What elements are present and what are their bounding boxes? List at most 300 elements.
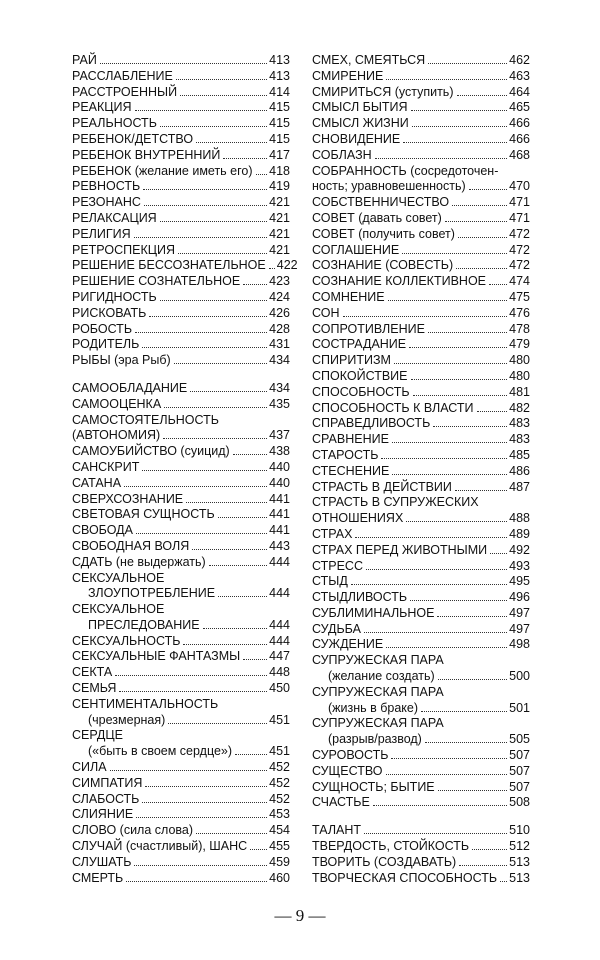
index-column-left [72,53,298,886]
dot-leader [490,553,507,554]
index-entry [312,448,530,464]
index-entry-term-first-line: САМОСТОЯТЕЛЬНОСТЬ [72,412,219,427]
index-entry [72,665,290,681]
index-entry-page: 464 [509,84,530,99]
index-entry-page: 496 [509,590,530,605]
dot-leader [392,442,507,443]
index-entry [72,195,290,211]
index-entry [72,807,290,823]
index-entry-page: 498 [509,637,530,652]
dot-leader [456,268,507,269]
index-entry-term: (желание создать) [328,669,435,684]
index-entry-term-first-line: СУПРУЖЕСКАЯ ПАРА [312,653,444,668]
index-entry-page: 444 [269,586,290,601]
index-entry-term: РЕШЕНИЕ СОЗНАТЕЛЬНОЕ [72,274,241,289]
index-entry [72,823,290,839]
index-entry [312,195,530,211]
index-entry [312,527,530,543]
index-entry [72,116,290,132]
index-entry-page: 486 [509,463,530,478]
index-entry-term: СМЫСЛ ЖИЗНИ [312,116,409,131]
index-entry-term: СЛОВО (сила слова) [72,823,194,838]
index-entry-term: СИЛА [72,760,107,775]
dot-leader [190,391,267,392]
index-entry-term: РЕБЕНОК ВНУТРЕННИЙ [72,147,221,162]
index-entry [312,780,530,796]
index-entry-page: 421 [269,210,290,225]
dot-leader [243,659,267,660]
index-entry-term: СЛУШАТЬ [72,854,132,869]
index-entry-term: РЕЛАКСАЦИЯ [72,210,157,225]
index-entry-term: СОВЕТ (давать совет) [312,210,442,225]
index-entry [72,53,290,69]
index-entry [312,685,530,717]
dot-leader [160,126,267,127]
index-entry [312,211,530,227]
index-entry-page: 471 [509,195,530,210]
index-entry-term: СЕКСУАЛЬНОСТЬ [72,633,181,648]
dot-leader [256,174,268,175]
dot-leader [457,95,508,96]
index-entry [72,227,290,243]
index-entry [312,543,530,559]
dot-leader [269,268,275,269]
index-entry [312,871,530,887]
index-entry-page: 441 [269,491,290,506]
index-entry-term: РАЙ [72,53,97,67]
index-entry [72,728,290,760]
dot-leader [410,600,507,601]
dot-leader [136,817,267,818]
dot-leader [428,332,507,333]
index-entry [312,69,530,85]
dot-leader [163,438,267,439]
index-entry-term: («быть в своем сердце») [88,744,233,759]
index-entry-term: РИСКОВАТЬ [72,305,147,320]
index-entry-term: РАССТРОЕННЫЙ [72,84,178,99]
index-entry-term: СТАРОСТЬ [312,447,379,462]
index-entry [72,164,290,180]
index-entry-term: СЕКСУАЛЬНЫЕ ФАНТАЗМЫ [72,649,241,664]
index-entry-page: 444 [269,633,290,648]
index-entry [312,464,530,480]
index-entry [72,681,290,697]
index-entry [312,823,530,839]
dot-leader [143,189,267,190]
index-entry-page: 475 [509,289,530,304]
index-entry-page: 415 [269,131,290,146]
index-entry-term: (АВТОНОМИЯ) [72,428,161,443]
dot-leader [402,253,507,254]
dot-leader [386,79,507,80]
index-entry-term: СОЗНАНИЕ (СОВЕСТЬ) [312,258,454,273]
index-entry-page: 438 [269,444,290,459]
index-entry-term: САТАНА [72,475,122,490]
index-entry-term-first-line: СЕРДЦЕ [72,728,123,743]
index-entry-term: СРАВНЕНИЕ [312,432,389,447]
index-entry-page: 480 [509,353,530,368]
index-entry-term: РЕТРОСПЕКЦИЯ [72,242,175,257]
dot-leader [421,711,507,712]
dot-leader [100,63,267,64]
index-entry-term: СОГЛАШЕНИЕ [312,242,400,257]
dot-leader [149,316,267,317]
dot-leader [409,347,507,348]
index-entry [72,539,290,555]
index-entry-page: 455 [269,839,290,854]
dot-leader [144,205,267,206]
index-entry-term-first-line: СЕКСУАЛЬНОЕ [72,570,165,585]
index-entry-page: 495 [509,574,530,589]
dot-leader [458,237,507,238]
dot-leader [411,379,508,380]
index-entry [72,476,290,492]
index-entry-page: 440 [269,475,290,490]
dot-leader [135,332,267,333]
index-entry-page: 434 [269,353,290,368]
index-entry-term-first-line: СЕКСУАЛЬНОЕ [72,602,165,617]
dot-leader [428,63,507,64]
index-entry [72,507,290,523]
index-entry-term: РЕЛИГИЯ [72,226,131,241]
dot-leader [413,395,508,396]
index-entry [312,590,530,606]
index-entry-page: 471 [509,210,530,225]
index-entry [72,555,290,571]
index-entry-term: СМИРИТЬСЯ (уступить) [312,84,454,99]
index-entry-term: СВОБОДА [72,523,133,538]
index-entry-page: 500 [509,669,530,684]
index-entry-term: РЕБЕНОК (желание иметь его) [72,163,253,178]
index-entry-term: РЕБЕНОК/ДЕТСТВО [72,131,194,146]
index-entry [72,274,290,290]
index-entry-term: РОБОСТЬ [72,321,133,336]
index-entry [312,243,530,259]
index-entry-page: 424 [269,289,290,304]
index-entry-term: СОБСТВЕННИЧЕСТВО [312,195,450,210]
index-entry-term: ТВЕРДОСТЬ, СТОЙКОСТЬ [312,839,470,854]
dot-leader [218,517,267,518]
page-number: — 9 — [274,906,326,925]
index-entry-page: 492 [509,542,530,557]
index-entry [72,69,290,85]
index-entry-term-first-line: СЕНТИМЕНТАЛЬНОСТЬ [72,696,219,711]
dot-leader [178,253,267,254]
dot-leader [472,849,507,850]
index-entry-page: 463 [509,68,530,83]
index-entry [312,480,530,496]
index-entry-term: (разрыв/развод) [328,732,422,747]
index-entry [312,353,530,369]
index-entry-page: 419 [269,179,290,194]
dot-leader [388,300,508,301]
index-entry [312,53,530,69]
index-entry-term: СПИРИТИЗМ [312,353,391,368]
index-entry-page: 452 [269,760,290,775]
index-entry [72,871,290,887]
dot-leader [386,647,507,648]
index-entry-term: СПОСОБНОСТЬ [312,384,410,399]
index-entry-term: СУЩНОСТЬ; БЫТИЕ [312,779,435,794]
index-entry-page: 507 [509,748,530,763]
dot-leader [145,786,267,787]
index-entry-term: РЫБЫ (эра Рыб) [72,353,171,368]
dot-leader [459,865,507,866]
dot-leader [477,411,508,412]
index-entry [312,369,530,385]
index-entry-term: САНСКРИТ [72,459,140,474]
index-entry-page: 472 [509,258,530,273]
dot-leader [425,742,507,743]
dot-leader [186,502,267,503]
dot-leader [445,221,507,222]
index-entry-term: СТРАХ ПЕРЕД ЖИВОТНЫМИ [312,542,488,557]
index-entry-page: 513 [509,870,530,885]
index-entry-term: (жизнь в браке) [328,700,419,715]
index-entry-page: 483 [509,432,530,447]
index-entry-term: СОН [312,305,340,320]
index-entry [72,211,290,227]
dot-leader [381,458,507,459]
index-entry-page: 414 [269,84,290,99]
index-entry-page: 443 [269,538,290,553]
index-entry [72,792,290,808]
index-entry-term: САМООБЛАДАНИЕ [72,380,188,395]
index-entry-page: 497 [509,605,530,620]
index-entry-term: СОВЕТ (получить совет) [312,226,455,241]
index-entry-page: 447 [269,649,290,664]
index-entry-term-first-line: СОБРАННОСТЬ (сосредоточен- [312,163,499,178]
index-entry-page: 431 [269,337,290,352]
index-entry-term: СТЫДЛИВОСТЬ [312,590,408,605]
dot-leader [136,533,267,534]
index-entry-page: 485 [509,447,530,462]
index-entry-page: 459 [269,854,290,869]
dot-leader [343,316,508,317]
index-entry [312,839,530,855]
index-entry-page: 479 [509,337,530,352]
index-entry-term: ЗЛОУПОТРЕБЛЕНИЕ [88,586,216,601]
dot-leader [176,79,267,80]
index-entry-term: РЕАКЦИЯ [72,100,132,115]
index-entry-page: 444 [269,554,290,569]
index-entry-page: 510 [509,823,530,838]
index-entry-page: 468 [509,147,530,162]
dot-leader [386,774,508,775]
index-entry [312,716,530,748]
index-entry [72,397,290,413]
dot-leader [142,347,267,348]
dot-leader [196,142,267,143]
index-entry-term: СУРОВОСТЬ [312,748,389,763]
index-entry-term: СМИРЕНИЕ [312,68,384,83]
index-entry-page: 435 [269,396,290,411]
index-entry-term: СЛИЯНИЕ [72,807,134,822]
index-entry [72,85,290,101]
index-entry-term: СУЖДЕНИЕ [312,637,384,652]
index-entry-page: 462 [509,53,530,67]
dot-leader [196,833,267,834]
index-entry-term: СВОБОДНАЯ ВОЛЯ [72,538,190,553]
index-entry [312,132,530,148]
index-entry-term: СВЕТОВАЯ СУЩНОСТЬ [72,507,215,522]
index-entry-page: 421 [269,242,290,257]
dot-leader [142,470,267,471]
index-entry [312,227,530,243]
index-entry-page: 422 [276,258,298,273]
dot-leader [209,565,267,566]
index-entry-term: СОСТРАДАНИЕ [312,337,407,352]
index-entry-term: ТВОРИТЬ (СОЗДАВАТЬ) [312,854,457,869]
index-entry [72,492,290,508]
dot-leader [203,628,268,629]
index-entry [72,776,290,792]
dot-leader [411,110,508,111]
index-entry-term: СТЕСНЕНИЕ [312,463,390,478]
index-entry [72,353,290,369]
index-entry-page: 480 [509,368,530,383]
index-entry-page: 466 [509,131,530,146]
index-entry-page: 418 [269,163,290,178]
index-entry-term: ПРЕСЛЕДОВАНИЕ [88,617,200,632]
index-entry [72,413,290,445]
dot-leader [183,644,267,645]
dot-leader [469,189,508,190]
index-entry-term: СОПРОТИВЛЕНИЕ [312,321,425,336]
dot-leader [134,237,267,238]
index-entry-term-first-line: СУПРУЖЕСКАЯ ПАРА [312,716,444,731]
index-entry-page: 421 [269,195,290,210]
index-entry [72,697,290,729]
index-entry [312,795,530,811]
index-entry-page: 448 [269,665,290,680]
dot-leader [192,549,267,550]
index-entry [312,401,530,417]
index-entry-term: СУБЛИМИНАЛЬНОЕ [312,605,435,620]
dot-leader [124,486,267,487]
dot-leader [500,881,507,882]
index-entry-term: СНОВИДЕНИЕ [312,131,401,146]
index-entry [72,132,290,148]
index-entry [72,381,290,397]
index-entry-term: РАССЛАБЛЕНИЕ [72,68,173,83]
index-entry [72,571,290,603]
dot-leader [180,95,267,96]
index-entry [312,290,530,306]
dot-leader [250,849,267,850]
index-column-right [312,53,530,886]
dot-leader [403,142,507,143]
index-entry-term: СИМПАТИЯ [72,775,143,790]
index-entry-term: СМЫСЛ БЫТИЯ [312,100,408,115]
index-entry [72,100,290,116]
index-entry-page: 451 [269,712,290,727]
index-entry [312,148,530,164]
index-entry-term: РЕАЛЬНОСТЬ [72,116,157,131]
index-entry [72,634,290,650]
dot-leader [489,284,507,285]
index-entry [72,602,290,634]
index-entry-page: 460 [269,870,290,885]
index-entry-page: 437 [269,428,290,443]
index-entry-term: СПРАВЕДЛИВОСТЬ [312,416,431,431]
index-entry-page: 483 [509,416,530,431]
index-entry [312,116,530,132]
index-entry [312,322,530,338]
index-entry-term-first-line: СУПРУЖЕСКАЯ ПАРА [312,684,444,699]
index-entry [312,574,530,590]
index-entry [312,637,530,653]
index-entry-page: 441 [269,507,290,522]
index-entry-page: 413 [269,68,290,83]
index-entry-term: СВЕРХСОЗНАНИЕ [72,491,184,506]
index-entry [72,243,290,259]
index-entry [312,855,530,871]
dot-leader [438,679,507,680]
index-entry-page: 450 [269,681,290,696]
index-entry-term: СОЗНАНИЕ КОЛЛЕКТИВНОЕ [312,274,487,289]
index-entry-term: СЕКТА [72,665,113,680]
dot-leader [135,110,268,111]
dot-leader [366,569,507,570]
index-entry-page: 472 [509,226,530,241]
index-entry-term: (чрезмерная) [88,712,166,727]
index-entry-page: 428 [269,321,290,336]
index-entry-term: РЕЗОНАНС [72,195,141,210]
index-entry [72,460,290,476]
index-entry-term: СЛАБОСТЬ [72,791,140,806]
index-entry-term: РЕШЕНИЕ БЕССОЗНАТЕЛЬНОЕ [72,258,266,273]
index-entry-page: 487 [509,479,530,494]
index-entry-page: 505 [509,732,530,747]
dot-leader [364,632,507,633]
index-entry [72,258,298,274]
dot-leader [164,407,267,408]
index-entry [72,148,290,164]
index-entry-page: 497 [509,621,530,636]
index-entry-page: 441 [269,523,290,538]
index-entry [312,416,530,432]
dot-leader [438,790,507,791]
dot-leader [115,675,267,676]
index-entry [312,274,530,290]
index-entry-term: САМООЦЕНКА [72,396,162,411]
dot-leader [142,802,267,803]
dot-leader [355,537,507,538]
index-entry [312,85,530,101]
index-entry-page: 421 [269,226,290,241]
index-entry [72,523,290,539]
index-entry-term: СМЕХ, СМЕЯТЬСЯ [312,53,426,67]
index-entry-page: 476 [509,305,530,320]
index-entry-term: СТЫД [312,574,348,589]
index-entry-term: СЧАСТЬЕ [312,795,370,810]
index-entry-page: 513 [509,854,530,869]
index-entry [72,322,290,338]
dot-leader [437,616,507,617]
index-entry-page: 415 [269,100,290,115]
index-entry [72,649,290,665]
dot-leader [433,426,507,427]
index-entry-page: 440 [269,459,290,474]
index-entry-page: 474 [509,274,530,289]
dot-leader [134,865,267,866]
index-entry-term: ность; уравновешенность) [312,179,466,194]
index-entry [72,760,290,776]
index-entry-term: СЛУЧАЙ (счастливый), ШАНС [72,839,248,854]
index-entry-term: ТВОРЧЕСКАЯ СПОСОБНОСТЬ [312,870,498,885]
dot-leader [174,363,267,364]
